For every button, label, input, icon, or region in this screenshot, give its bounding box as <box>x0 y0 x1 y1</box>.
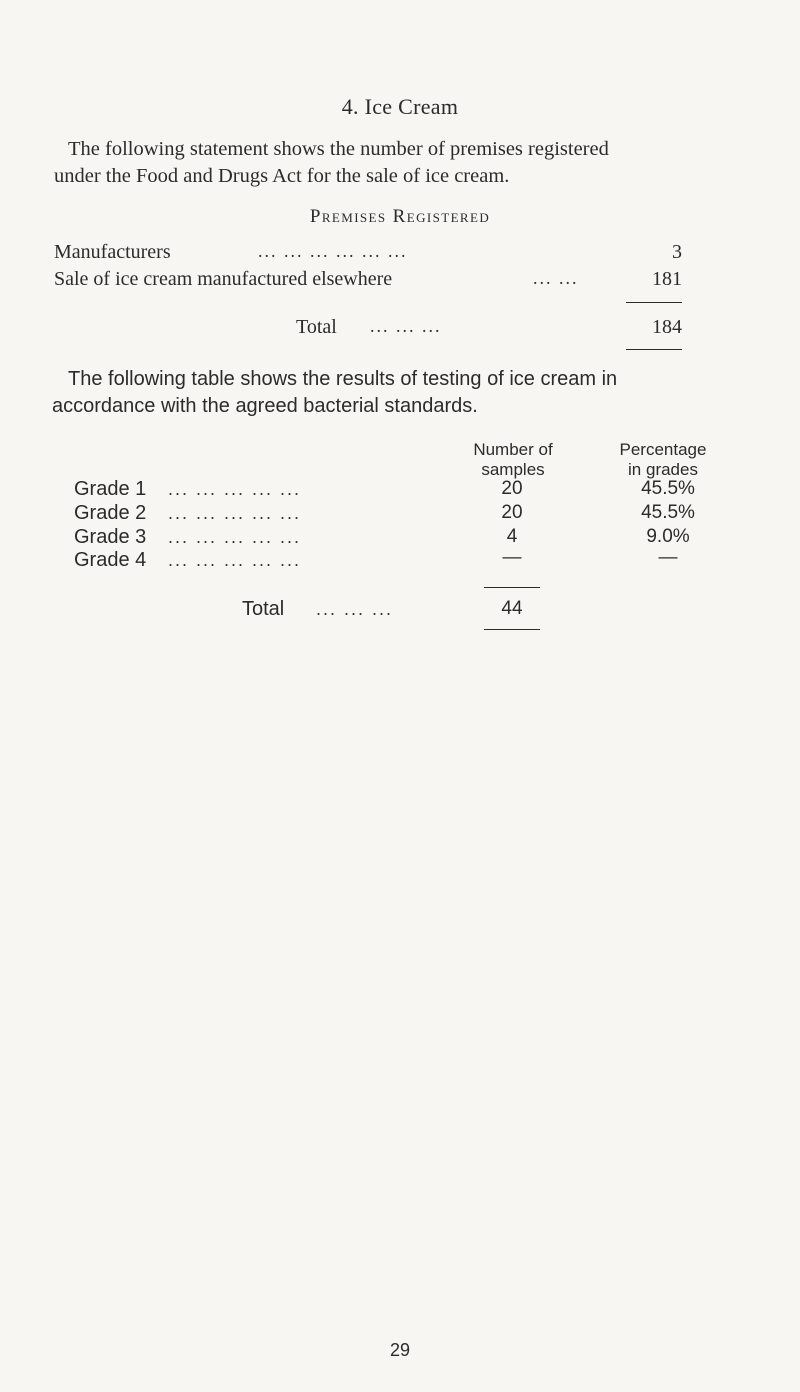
grade-row-2-dots: ... ... ... ... ... <box>168 503 302 523</box>
col-header-samples <box>448 440 578 480</box>
grade-row-4-percentage: — <box>658 547 678 568</box>
premises-heading: Premises Registered <box>309 206 491 227</box>
grade-row-1-label: Grade 1 <box>74 478 147 500</box>
grade-row-2-percentage: 45.5% <box>641 502 695 523</box>
grade-row-4-samples: — <box>502 547 522 568</box>
intro-line-2: under the Food and Drugs Act for the sale of ice cream. <box>54 165 510 187</box>
premises-row-sale-value: 181 <box>652 268 682 290</box>
intro-paragraph <box>54 136 748 190</box>
results-paragraph <box>52 366 762 420</box>
grade-row-1-samples: 20 <box>501 478 523 499</box>
premises-total-value: 184 <box>652 316 682 338</box>
premises-total-label: Total <box>296 316 337 338</box>
premises-row-manufacturers-label: Manufacturers <box>54 241 171 263</box>
results-line-2: accordance with the agreed bacterial standards. <box>52 395 478 417</box>
grade-row-1-percentage: 45.5% <box>641 478 695 499</box>
premises-row-manufacturers-value: 3 <box>672 241 682 263</box>
premises-row-manufacturers-dots: ... ... ... ... ... ... <box>258 241 408 261</box>
grade-row-4-label: Grade 4 <box>74 549 147 571</box>
grades-total-label: Total <box>242 598 285 620</box>
grades-total-samples: 44 <box>501 598 523 619</box>
grade-row-2-samples: 20 <box>501 502 523 523</box>
results-line-1: The following table shows the results of testing of ice cream in <box>68 368 618 390</box>
premises-total-rule <box>626 349 682 350</box>
grades-subtotal-rule <box>484 587 540 588</box>
page-number: 29 <box>389 1340 411 1360</box>
grade-row-3-label: Grade 3 <box>74 526 147 548</box>
premises-row-sale-label: Sale of ice cream manufactured elsewhere <box>54 268 393 290</box>
grade-row-3-dots: ... ... ... ... ... <box>168 527 302 547</box>
col-header-percentage-line1: Percentage <box>619 440 707 459</box>
grades-total-dots: ... ... ... <box>316 599 394 619</box>
col-header-percentage <box>598 440 728 480</box>
premises-row-sale-dots: ... ... <box>533 268 579 288</box>
intro-line-1: The following statement shows the number of premises registered <box>68 138 609 160</box>
premises-total-dots: ... ... ... <box>370 316 442 336</box>
col-header-samples-line1: Number of <box>473 440 553 459</box>
grade-row-3-samples: 4 <box>506 526 518 547</box>
col-header-samples-line2: samples <box>481 460 545 479</box>
premises-subtotal-rule <box>626 302 682 303</box>
grade-row-1-dots: ... ... ... ... ... <box>168 479 302 499</box>
section-title: 4. Ice Cream <box>341 94 459 119</box>
grades-total-rule <box>484 629 540 630</box>
grade-row-4-dots: ... ... ... ... ... <box>168 550 302 570</box>
grade-row-3-percentage: 9.0% <box>646 526 690 547</box>
col-header-percentage-line2: in grades <box>628 460 698 479</box>
grade-row-2-label: Grade 2 <box>74 502 147 524</box>
